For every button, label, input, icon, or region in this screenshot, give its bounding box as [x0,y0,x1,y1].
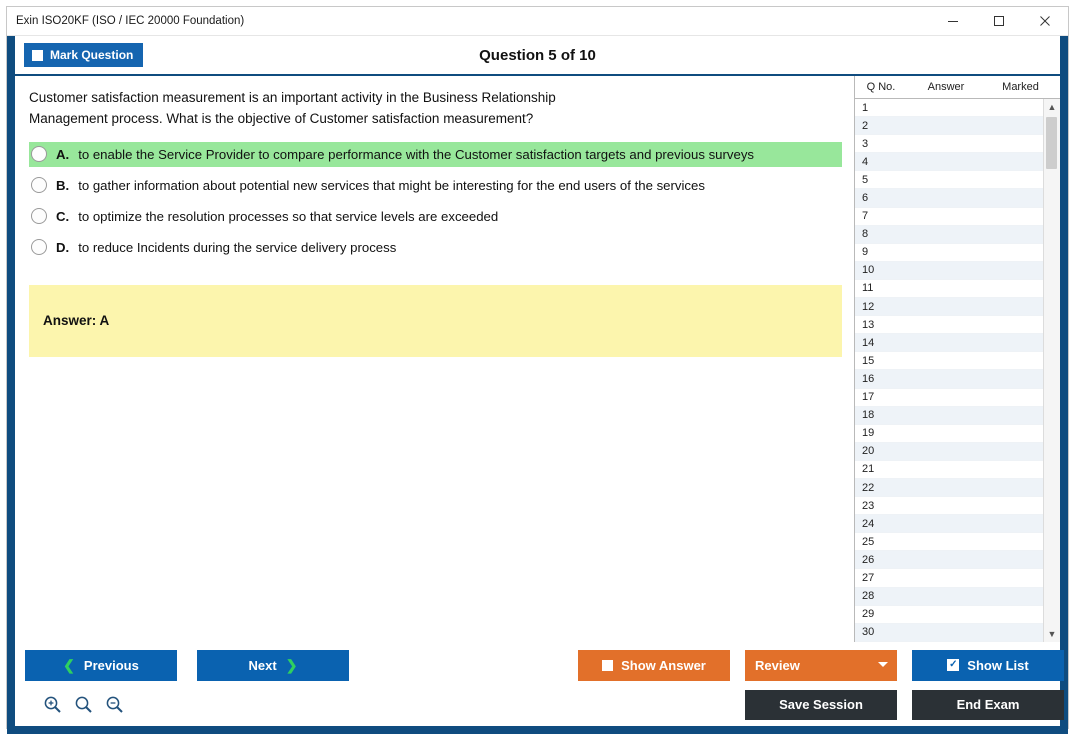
show-answer-label: Show Answer [621,657,706,673]
table-row[interactable] [855,135,1043,153]
cell-qno: 13 [862,318,875,331]
mark-question-checkbox-icon[interactable] [32,50,43,61]
next-button[interactable] [197,650,349,681]
option-c-letter: C. [56,208,70,224]
title-bar [7,7,1068,36]
cell-qno: 23 [862,499,875,512]
cell-qno: 5 [862,173,869,186]
primary-button-row [25,650,1050,681]
cell-qno: 27 [862,571,875,584]
option-d-letter: D. [56,239,70,255]
cell-qno: 30 [862,626,875,639]
question-list-header [855,76,1060,99]
cell-qno: 16 [862,372,875,385]
table-row[interactable] [855,497,1043,515]
table-row[interactable] [855,262,1043,280]
cell-qno: 18 [862,409,875,422]
option-a-text: to enable the Service Provider to compare performance with the Customer satisfaction targets and previous surveys [78,146,755,162]
cell-qno: 12 [862,300,875,313]
table-row[interactable] [855,171,1043,189]
next-button-label: Next [248,657,277,673]
radio-icon-b[interactable] [31,177,47,193]
table-row[interactable] [855,407,1043,425]
answer-label: Answer: A [43,313,110,329]
table-row[interactable] [855,533,1043,551]
option-b-letter: B. [56,177,70,193]
cell-qno: 7 [862,210,869,223]
content-area [15,76,1060,642]
table-row[interactable] [855,99,1043,117]
table-row[interactable] [855,208,1043,226]
cell-qno: 22 [862,481,875,494]
answer-panel [29,285,842,357]
table-row[interactable] [855,334,1043,352]
option-b[interactable] [29,173,842,198]
zoom-out-icon[interactable] [105,695,124,714]
show-answer-button[interactable] [578,650,730,681]
show-list-label: Show List [967,657,1029,673]
bottom-toolbar [15,642,1060,726]
table-row[interactable] [855,117,1043,135]
mark-question-button[interactable] [24,43,143,67]
radio-icon-a[interactable] [31,146,47,162]
save-session-button[interactable] [745,690,897,720]
table-row[interactable] [855,425,1043,443]
table-row[interactable] [855,226,1043,244]
cell-qno: 17 [862,391,875,404]
cell-qno: 10 [862,264,875,277]
save-session-label: Save Session [779,697,863,713]
column-header-answer: Answer [927,81,965,93]
question-text [15,76,854,130]
question-pane [15,76,854,642]
review-label: Review [755,657,800,673]
cell-qno: 8 [862,228,869,241]
scroll-up-icon[interactable]: ▲ [1047,102,1057,112]
table-row[interactable] [855,588,1043,606]
option-a[interactable] [29,142,842,167]
column-header-qno: Q No. [866,81,896,93]
table-row[interactable] [855,606,1043,624]
end-exam-label: End Exam [956,697,1020,713]
table-row[interactable] [855,624,1043,642]
show-list-checkbox-icon[interactable]: ✓ [949,659,958,671]
previous-button-label: Previous [83,657,139,673]
scrollbar-thumb[interactable] [1046,117,1057,169]
table-row[interactable] [855,189,1043,207]
question-text-line-1: Customer satisfaction measurement is an important activity in the Business Relationship [29,90,556,105]
table-row[interactable] [855,352,1043,370]
cell-qno: 4 [862,155,869,168]
cell-qno: 2 [862,119,869,132]
secondary-button-row [25,690,1050,720]
show-answer-checkbox-icon[interactable] [602,660,613,671]
question-list-scrollbar[interactable] [1043,99,1060,642]
cell-qno: 29 [862,608,875,621]
mark-question-label: Mark Question [50,48,134,62]
question-list-scroll-wrapper [855,99,1060,642]
table-row[interactable] [855,316,1043,334]
cell-qno: 24 [862,517,875,530]
table-row[interactable] [855,461,1043,479]
cell-qno: 1 [862,101,869,114]
chevron-down-icon [878,662,888,667]
cell-qno: 15 [862,354,875,367]
question-list-rows[interactable] [855,99,1043,642]
option-d[interactable] [29,235,842,260]
table-row[interactable] [855,389,1043,407]
zoom-in-icon[interactable] [43,695,62,714]
exam-header [15,36,1060,76]
cell-qno: 21 [862,463,875,476]
table-row[interactable] [855,153,1043,171]
table-row[interactable] [855,515,1043,533]
radio-icon-d[interactable] [31,239,47,255]
table-row[interactable] [855,479,1043,497]
cell-qno: 20 [862,445,875,458]
close-icon[interactable] [1022,8,1068,35]
show-list-button[interactable] [912,650,1064,681]
zoom-reset-icon[interactable] [74,695,93,714]
exam-body [7,36,1068,734]
option-c-text: to optimize the resolution processes so that service levels are exceeded [78,208,499,224]
review-dropdown-button[interactable] [745,650,897,681]
exam-application-window [6,6,1069,729]
answer-options [15,142,854,260]
cell-qno: 14 [862,336,875,349]
table-row[interactable] [855,443,1043,461]
question-list-panel [854,76,1060,642]
end-exam-button[interactable] [912,690,1064,720]
cell-qno: 9 [862,246,869,259]
table-row[interactable] [855,280,1043,298]
zoom-controls [43,695,124,714]
cell-qno: 11 [862,282,874,295]
minimize-icon[interactable] [930,8,976,35]
option-b-text: to gather information about potential new services that might be interesting for the end users of the services [78,177,705,193]
column-header-marked: Marked [1002,81,1039,93]
window-title: Exin ISO20KF (ISO / IEC 20000 Foundation) [16,15,245,27]
chevron-left-icon: ❮ [63,656,75,673]
option-a-letter: A. [56,146,70,162]
cell-qno: 25 [862,535,875,548]
table-row[interactable] [855,298,1043,316]
previous-button[interactable] [25,650,177,681]
cell-qno: 26 [862,553,875,566]
maximize-icon[interactable] [976,8,1022,35]
question-counter: Question 5 of 10 [479,46,596,64]
chevron-right-icon: ❯ [285,656,298,673]
option-d-text: to reduce Incidents during the service delivery process [78,239,397,255]
table-row[interactable] [855,569,1043,587]
table-row[interactable] [855,551,1043,569]
table-row[interactable] [855,244,1043,262]
option-c[interactable] [29,204,842,229]
cell-qno: 3 [862,137,869,150]
scroll-down-icon[interactable]: ▼ [1047,628,1057,639]
radio-icon-c[interactable] [31,208,47,224]
cell-qno: 19 [862,427,875,440]
cell-qno: 6 [862,192,869,205]
table-row[interactable] [855,370,1043,388]
cell-qno: 28 [862,590,875,603]
question-text-line-2: Management process. What is the objective of Customer satisfaction measurement? [29,110,534,126]
